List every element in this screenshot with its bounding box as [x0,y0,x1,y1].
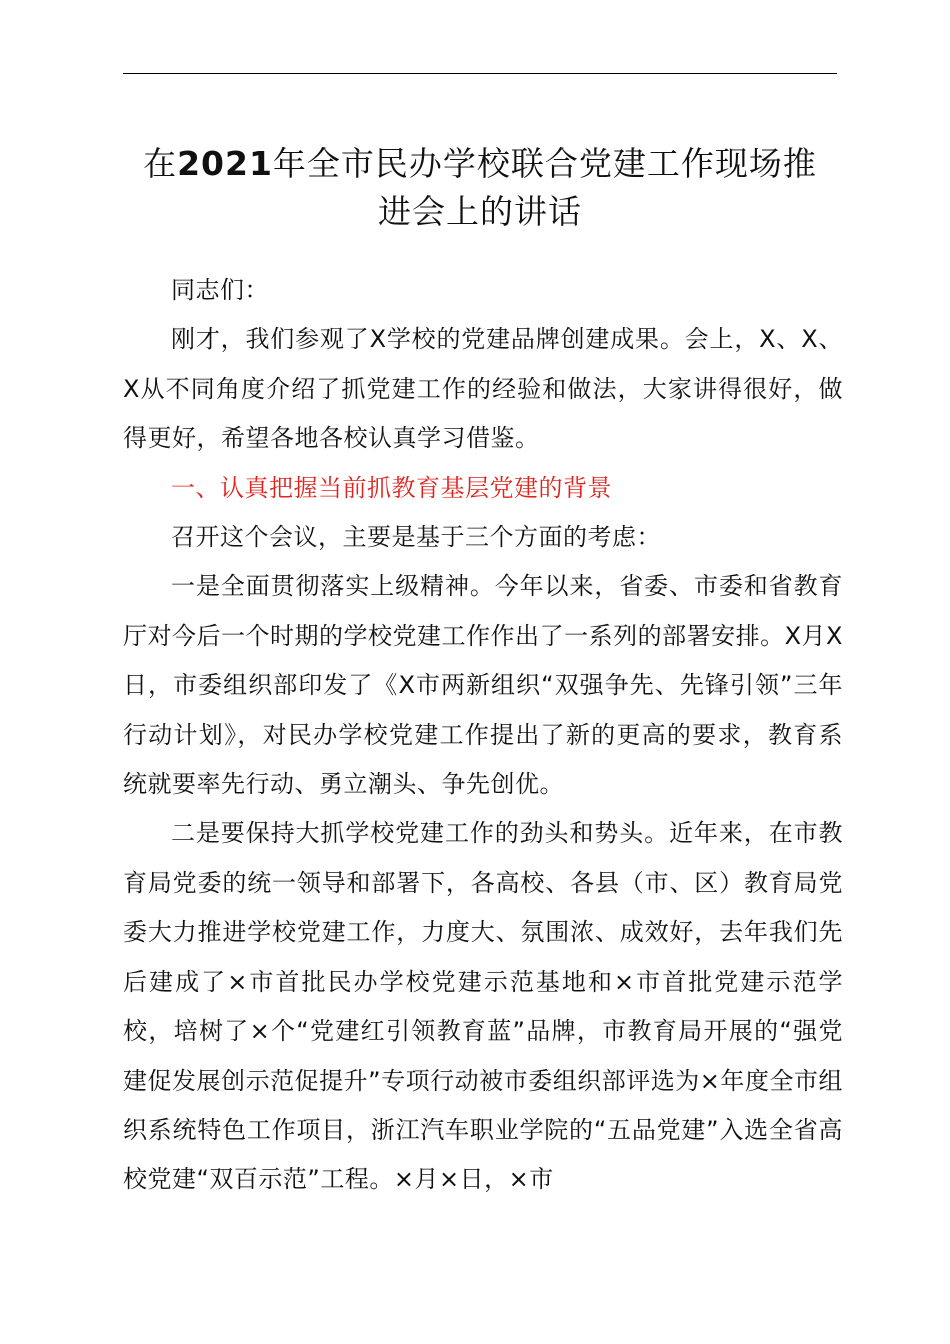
title-line-2: 进会上的讲话 [378,192,582,231]
title-year: 2021 [177,144,273,183]
title-prefix: 在 [143,144,178,183]
header-rule [123,73,837,74]
section-heading-1: 一、认真把握当前抓教育基层党建的背景 [171,473,612,502]
paragraph-point-1: 一是全面贯彻落实上级精神。今年以来，省委、市委和省教育厅对今后一个时期的学校党建工作作出了一系列的部署安排。X月X日，市委组织部印发了《X市两新组织“双强争先、先锋引领”三年行动计划》，对民办学校党建工作提出了新的更高的要求，教育系统就要率先行动、勇立潮头、争先创优。 [123,572,843,799]
title-line-1 [110,140,850,188]
document-body [123,266,843,1205]
paragraph-intro: 刚才，我们参观了X学校的党建品牌创建成果。会上，X、X、X从不同角度介绍了抓党建工作的经验和做法，大家讲得很好，做得更好，希望各地各校认真学习借鉴。 [123,325,843,453]
title-line1-rest: 年全市民办学校联合党建工作现场推 [272,144,817,183]
document-title [110,140,850,236]
salutation: 同志们： [171,276,269,304]
paragraph-point-2: 二是要保持大抓学校党建工作的劲头和势头。近年来，在市教育局党委的统一领导和部署下，各高校、各县（市、区）教育局党委大力推进学校党建工作，力度大、氛围浓、成效好，去年我们先后建成了×市首批民办学校党建示范基地和×市首批党建示范学校，培树了×个“党建红引领教育蓝”品牌，市教育局开展的“强党建促发展创示范促提升”专项行动被市委组织部评选为×年度全市组织系统特色工作项目，浙江汽车职业学院的“五品党建”入选全省高校党建“双百示范”工程。×月×日，×市 [123,819,843,1194]
paragraph-considerations: 召开这个会议，主要是基于三个方面的考虑： [171,523,661,552]
